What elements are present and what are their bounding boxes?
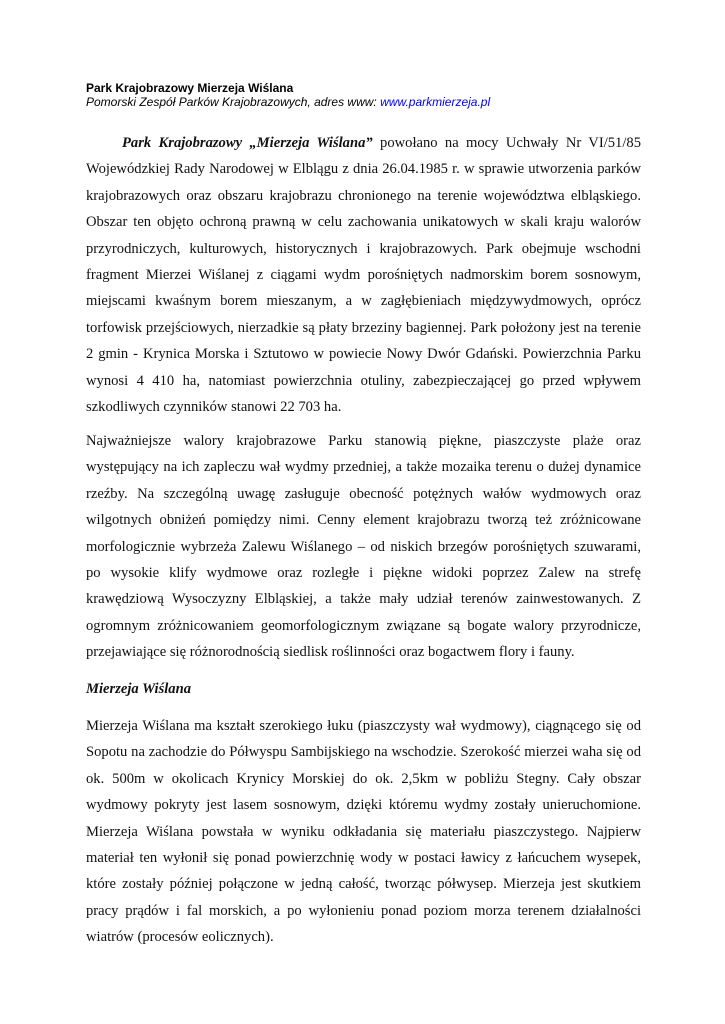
paragraph-spit-description: Mierzeja Wiślana ma kształt szerokiego łuku (piaszczysty wał wydmowy), ciągnącego się od Sopotu na zachodzie do Półwyspu Sambijskiego na wschodzie. Szerokość mierzei waha się od ok. 500m w okolicach Krynicy Morskiej do ok. 2,5km w pobliżu Stegny. Cały obszar wydmowy pokryty jest lasem sosnowym, dzięki któremu wydmy zostały unieruchomione. Mierzeja Wiślana powstała w wyniku odkładania się materiału piaszczystego. Najpierw materiał ten wyłonił się ponad powierzchnię wody w postaci ławicy z łańcuchem wysepek, które zostały później połączone w jedną całość, tworząc półwysep. Mierzeja jest skutkiem pracy prądów i fal morskich, a po wyłonieniu ponad poziom morza terenem działalności wiatrów (procesów eolicznych). (86, 718, 641, 946)
section-heading: Mierzeja Wiślana (86, 681, 192, 697)
header-subtitle-prefix: Pomorski Zespół Parków Krajobrazowych, adres www: (86, 95, 381, 109)
paragraph-landscape-values: Najważniejsze walory krajobrazowe Parku stanowią piękne, piaszczyste plaże oraz występujący na ich zapleczu wał wydmy przedniej, a także mozaika terenu o dużej dynamice rzeźby. Na szczególną uwagę zasługuje obecność potężnych wałów wydmowych oraz wilgotnych obniżeń pomiędzy nimi. Cenny element krajobrazu tworzą też zróżnicowane morfologicznie wybrzeża Zalewu Wiślanego – od niskich brzegów porośniętych szuwarami, po wysokie klify wydmowe oraz rozległe i piękne widoki poprzez Zalew na strefę krawędziową Wysoczyzny Elbląskiej, a także mały udział terenów zainwestowanych. Z ogromnym zróżnicowaniem geomorfologicznym związane są bogate walory przyrodnicze, przejawiające się różnorodnością siedlisk roślinności oraz bogactwem flory i fauny. (86, 433, 641, 661)
header-subtitle (86, 95, 646, 109)
document-header (86, 81, 646, 109)
paragraph-intro (86, 130, 641, 420)
park-website-link[interactable]: www.parkmierzeja.pl (380, 95, 491, 109)
paragraph-intro-text: powołano na mocy Uchwały Nr VI/51/85 Wojewódzkiej Rady Narodowej w Elblągu z dnia 26.04.1985 r. w sprawie utworzenia parków krajobrazowych oraz obszaru krajobrazu chronionego na terenie województwa elbląskiego. Obszar ten objęto ochroną prawną w celu zachowania unikatowych w skali kraju walorów przyrodniczych, kulturowych, historycznych i krajobrazowych. Park obejmuje wschodni fragment Mierzei Wiślanej z ciągami wydm porośniętych nadmorskim borem sosnowym, miejscami kwaśnym borem mieszanym, a w zagłębieniach międzywydmowych, oprócz torfowisk przejściowych, nierzadkie są płaty brzeziny bagiennej. Park położony jest na terenie 2 gmin - Krynica Morska i Sztutowo w powiecie Nowy Dwór Gdański. Powierzchnia Parku wynosi 4 410 ha, natomiast powierzchnia otuliny, zabezpieczającej go przed wpływem szkodliwych czynników stanowi 22 703 ha. (86, 135, 641, 416)
header-title: Park Krajobrazowy Mierzeja Wiślana (86, 81, 294, 95)
paragraph-intro-lead: Park Krajobrazowy „Mierzeja Wiślana” (122, 135, 373, 151)
